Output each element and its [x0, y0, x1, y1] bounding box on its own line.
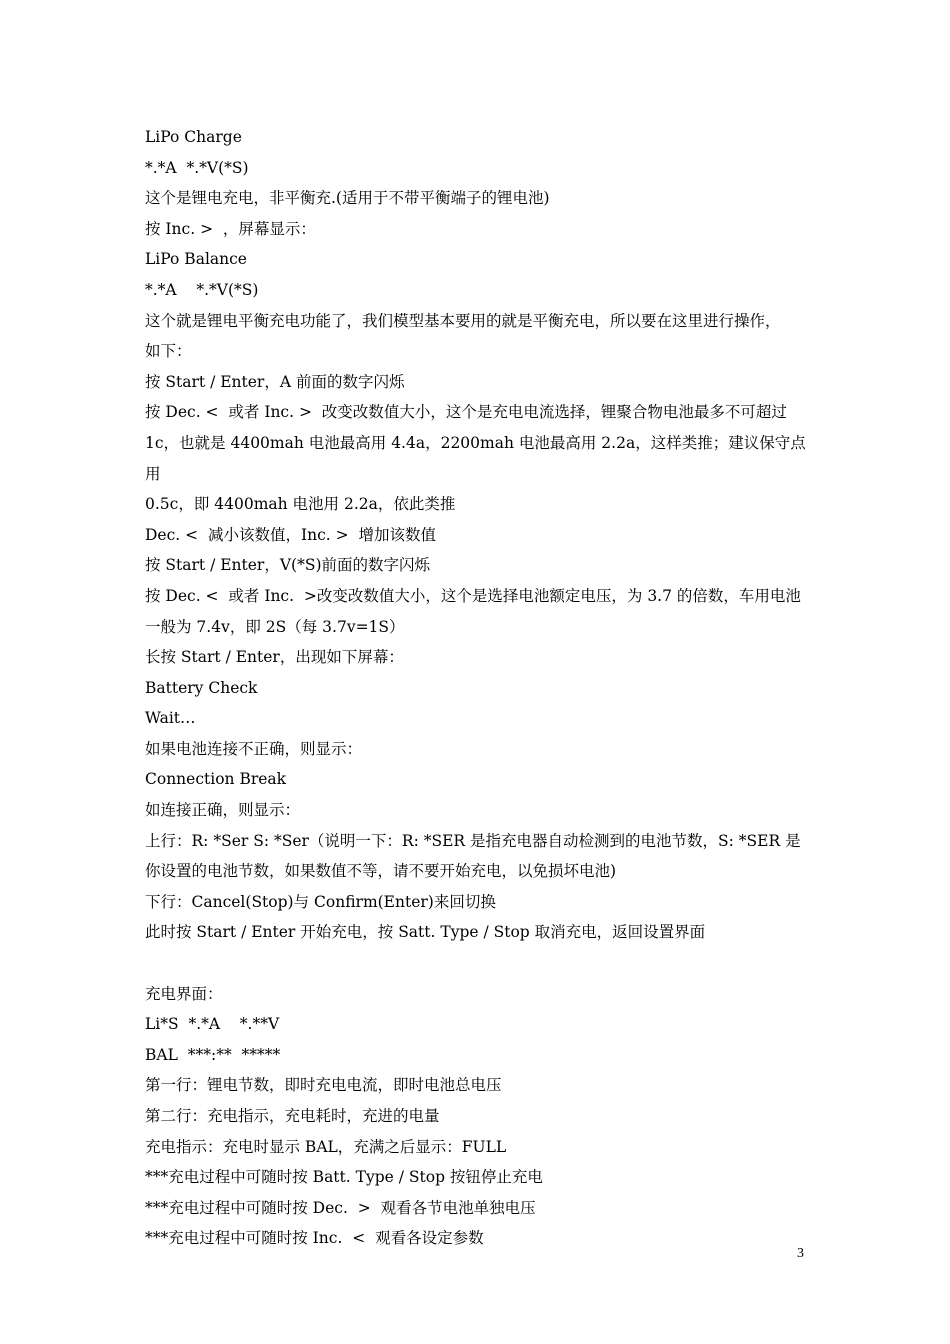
text-line: LiPo Balance	[145, 250, 247, 269]
text-line: Li*S *.*A *.**V	[145, 1015, 280, 1034]
text-line: 按 Inc. > ，屏幕显示：	[145, 219, 316, 238]
text-line: Connection Break	[145, 770, 287, 789]
text-line: BAL ***:** *****	[145, 1045, 281, 1064]
text-line: LiPo Charge	[145, 128, 242, 146]
text-line: *.*A *.*V(*S)	[145, 280, 259, 299]
text-line: Battery Check	[145, 678, 258, 697]
text-line: 一般为 7.4v，即 2S（每 3.7v=1S）	[145, 617, 405, 636]
text-line: 这个就是锂电平衡充电功能了，我们模型基本要用的就是平衡充电，所以要在这里进行操作，	[145, 311, 781, 330]
text-line: 按 Start / Enter，A 前面的数字闪烁	[145, 372, 405, 391]
text-line: Dec. < 减小该数值，Inc. > 增加该数值	[145, 525, 436, 544]
text-line: 这个是锂电充电，非平衡充.(适用于不带平衡端子的锂电池)	[145, 189, 550, 208]
document-body	[145, 122, 815, 1254]
text-line: 按 Dec. < 或者 Inc. >改变改数值大小，这个是选择电池额定电压，为 3.7 的倍数，车用电池	[145, 586, 801, 605]
text-line: 按 Start / Enter，V(*S)前面的数字闪烁	[145, 556, 430, 575]
text-line: 第二行：充电指示，充电耗时，充进的电量	[145, 1107, 440, 1125]
text-line: 充电指示：充电时显示 BAL，充满之后显示：FULL	[145, 1137, 507, 1156]
text-line: 第一行：锂电节数，即时充电电流，即时电池总电压	[145, 1076, 502, 1095]
text-line: 上行：R: *Ser S: *Ser（说明一下：R: *SER 是指充电器自动检测到的电池节数，S: *SER 是	[145, 831, 801, 850]
text-line: 此时按 Start / Enter 开始充电，按 Satt. Type / Stop 取消充电，返回设置界面	[145, 923, 706, 942]
text-line: 充电界面：	[145, 984, 223, 1003]
text-line: 如连接正确，则显示：	[145, 801, 301, 820]
text-line: Wait…	[145, 709, 196, 728]
text-line: ***充电过程中可随时按 Dec. > 观看各节电池单独电压	[145, 1198, 536, 1217]
text-line: 0.5c，即 4400mah 电池用 2.2a，依此类推	[145, 495, 456, 514]
text-line: 1c，也就是 4400mah 电池最高用 4.4a，2200mah 电池最高用 2.2a，这样类推；建议保守点用	[145, 433, 806, 483]
text-line: 你设置的电池节数，如果数值不等，请不要开始充电，以免损坏电池)	[145, 862, 617, 881]
text-line: *.*A *.*V(*S)	[145, 158, 249, 177]
text-line: 如果电池连接不正确，则显示：	[145, 739, 363, 758]
text-line: 下行：Cancel(Stop)与 Confirm(Enter)来回切换	[145, 892, 496, 911]
text-line: ***充电过程中可随时按 Inc. < 观看各设定参数	[145, 1229, 484, 1248]
text-line: ***充电过程中可随时按 Batt. Type / Stop 按钮停止充电	[145, 1168, 543, 1187]
blank-line	[145, 948, 815, 979]
text-line: 如下：	[145, 342, 192, 361]
page-number: 3	[797, 1246, 804, 1261]
text-line: 按 Dec. < 或者 Inc. > 改变改数值大小，这个是充电电流选择，锂聚合物电池最多不可超过	[145, 403, 787, 422]
text-line: 长按 Start / Enter，出现如下屏幕：	[145, 648, 404, 667]
